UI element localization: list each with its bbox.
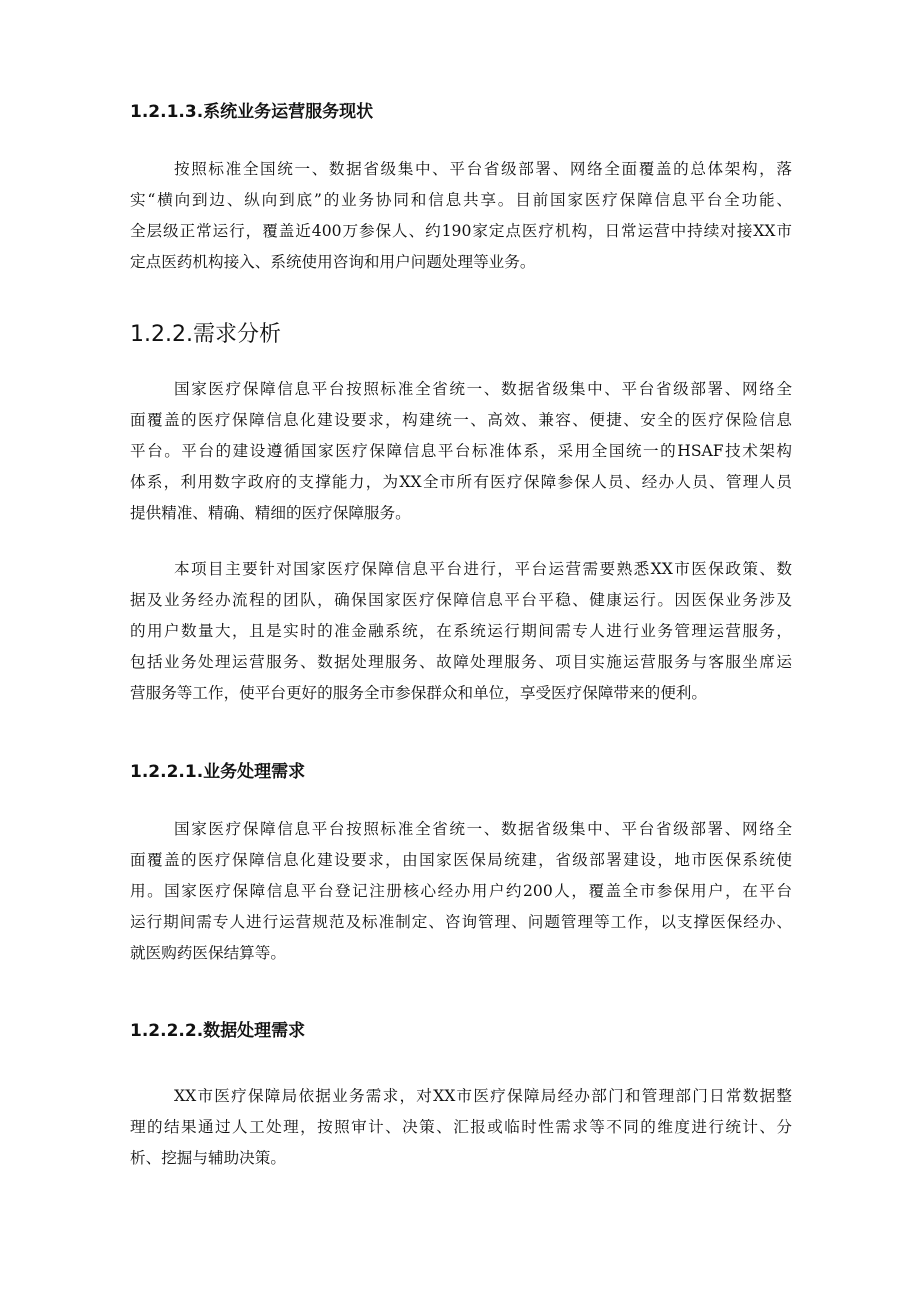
text-line: 面覆盖的医疗保障信息化建设要求，由国家医保局统建，省级部署建设，地市医保系统使: [130, 851, 792, 869]
text-line: 定点医药机构接入、系统使用咨询和用户问题处理等业务。: [130, 253, 536, 271]
section-heading-1-2-2-1: 1.2.2.1.业务处理需求: [130, 762, 306, 782]
text-line: 国家医疗保障信息平台按照标准全省统一、数据省级集中、平台省级部署、网络全: [174, 380, 792, 398]
text-line: 营服务等工作，使平台更好的服务全市参保群众和单位，享受医疗保障带来的便利。: [130, 684, 707, 702]
text-line: 的用户数量大，且是实时的准金融系统，在系统运行期间需专人进行业务管理运营服务，: [130, 622, 792, 640]
text-line: 平台。平台的建设遵循国家医疗保障信息平台标准体系，采用全国统一的HSAF技术架构: [130, 442, 792, 460]
text-line: 析、挖掘与辅助决策。: [130, 1149, 286, 1167]
text-line: 本项目主要针对国家医疗保障信息平台进行，平台运营需要熟悉XX市医保政策、数: [174, 560, 792, 578]
text-line: 提供精准、精确、精细的医疗保障服务。: [130, 504, 411, 522]
text-line: 面覆盖的医疗保障信息化建设要求，构建统一、高效、兼容、便捷、安全的医疗保险信息: [130, 411, 792, 429]
text-line: 就医购药医保结算等。: [130, 944, 286, 962]
paragraph-business-processing: [130, 814, 792, 969]
text-line: 体系，利用数字政府的支撑能力，为XX全市所有医疗保障参保人员、经办人员、管理人员: [130, 473, 792, 491]
text-line: XX市医疗保障局依据业务需求，对XX市医疗保障局经办部门和管理部门日常数据整: [174, 1087, 792, 1105]
section-heading-1-2-2-2: 1.2.2.2.数据处理需求: [130, 1021, 306, 1041]
section-heading-1-2-1-3: 1.2.1.3.系统业务运营服务现状: [130, 102, 374, 122]
paragraph-data-processing: [130, 1081, 792, 1174]
text-line: 理的结果通过人工处理，按照审计、决策、汇报或临时性需求等不同的维度进行统计、分: [130, 1118, 792, 1136]
text-line: 全层级正常运行，覆盖近400万参保人、约190家定点医疗机构，日常运营中持续对接XX市: [130, 222, 792, 240]
text-line: 包括业务处理运营服务、数据处理服务、故障处理服务、项目实施运营服务与客服坐席运: [130, 653, 792, 671]
text-line: 运行期间需专人进行运营规范及标准制定、咨询管理、问题管理等工作，以支撑医保经办、: [130, 913, 792, 931]
section-heading-1-2-2: 1.2.2.需求分析: [130, 322, 281, 347]
text-line: 用。国家医疗保障信息平台登记注册核心经办用户约200人，覆盖全市参保用户，在平台: [130, 882, 792, 900]
text-line: 实“横向到边、纵向到底”的业务协同和信息共享。目前国家医疗保障信息平台全功能、: [130, 191, 792, 209]
text-line: 按照标准全国统一、数据省级集中、平台省级部署、网络全面覆盖的总体架构，落: [174, 160, 792, 178]
text-line: 国家医疗保障信息平台按照标准全省统一、数据省级集中、平台省级部署、网络全: [174, 820, 792, 838]
paragraph-requirements-analysis-2: [130, 554, 792, 709]
text-line: 据及业务经办流程的团队，确保国家医疗保障信息平台平稳、健康运行。因医保业务涉及: [130, 591, 792, 609]
paragraph-requirements-analysis-1: [130, 374, 792, 529]
paragraph-current-status: [130, 154, 792, 278]
